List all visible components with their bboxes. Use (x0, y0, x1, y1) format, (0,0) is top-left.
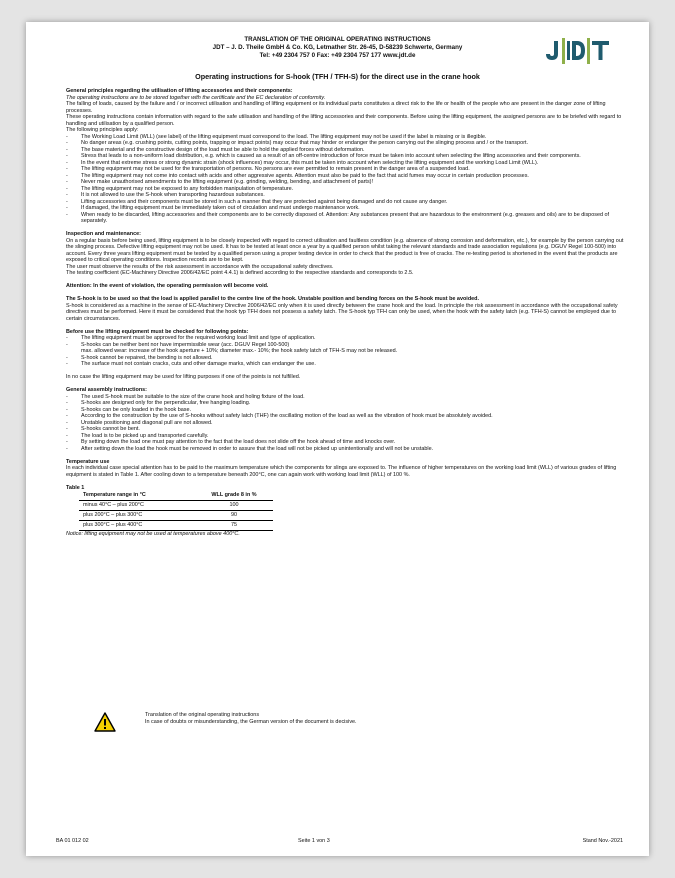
table-row (79, 500, 273, 510)
table-cell: plus 300°C – plus 400°C (79, 520, 195, 530)
list-item: - Stress that leads to a non-uniform load distribution, e.g. which is caused as a result of an off-centre introduction of force must be taken into account when selecting the lifting accessories and their components. (66, 153, 627, 160)
list-item: - The lifting equipment must be approved for the required working load limit and type of application. (66, 335, 627, 342)
list-item: - Never make unauthorised amendments to the lifting equipment (e.g. grinding, welding, bending, and attachment of parts)! (66, 179, 627, 186)
inspection-heading: Inspection and maintenance: (66, 231, 141, 237)
table-row (79, 520, 273, 530)
list-item: - S-hooks cannot be bent. (66, 426, 627, 433)
list-item: - S-hooks can be only loaded in the hook base. (66, 407, 627, 414)
translation-note-line: In case of doubts or misunderstanding, the German version of the document is decisive. (145, 718, 357, 725)
list-item: - The surface must not contain cracks, cuts and other damage marks, which can endanger the use. (66, 361, 627, 368)
header-line-2: JDT – J. D. Theile GmbH & Co. KG, Letmather Str. 26-45, D-58239 Schwerte, Germany (212, 44, 463, 51)
translation-note-line: Translation of the original operating instructions (145, 712, 260, 718)
header-line-1: TRANSLATION OF THE ORIGINAL OPERATING INSTRUCTIONS (244, 36, 431, 43)
list-item: - The lifting equipment may not come into contact with acids and other aggressive agents. Attention must also be paid to the fact that acid fumes may occur in certain production processes. (66, 173, 627, 180)
list-item: - After setting down the load the hook must be removed in order to assure that the load will not be picked up unintentionally and will not be unstable. (66, 446, 627, 453)
footer-page-number: Seite 1 von 3 (298, 838, 330, 844)
list-item: - The used S-hook must be suitable to the size of the crane hook and holing fixture of the load. (66, 394, 627, 401)
list-item: - It is not allowed to use the S-hook when transporting hazardous substances. (66, 192, 627, 199)
list-item: - Lifting accessories and their components must be stored in such a manner that they are protected against being damaged and do not cause any danger. (66, 199, 627, 206)
list-item: - In the event that extreme stress or strong dynamic strain (shock influences) may occur, this must be taken into account when selecting the lifting equipment and the working Load Limit (WLL). (66, 160, 627, 167)
table-cell: 90 (195, 510, 273, 520)
footer-status: Stand Nov.-2021 (582, 838, 623, 844)
table-notice: Notice: lifting equipment may not be used at temperatures above 400°C. (66, 530, 240, 537)
shook-paragraph: S-hook is considered as a machine in the sense of EC-Machinery Directive 2006/42/EC only when it is used directly between the crane hook and the load. In principle the risk assessment in accordance with the occupational safety directives must be performed. Here it must be considered that the hook typ TFH does not possess a safety latch. The S-hook typ TFH can only be used, when the hook with the safety latch (e.g. TFH-S) cannot be employed due to certain circumstances. (66, 302, 618, 322)
list-item-continuation: max. allowed wear: increase of the hook aperture + 10%; diameter max.- 10%; the hook safety latch of TFH-S may not be released. (81, 348, 398, 354)
table-cell: plus 200°C – plus 300°C (79, 510, 195, 520)
list-item: - No danger areas (e.g. crushing points, cutting points, trapping or impact points) may occur that may hinder or endanger the person carrying out the slinging process and / or the transport. (66, 140, 627, 147)
translation-note (145, 712, 357, 725)
footer-doc-number: BA 01 012 02 (56, 838, 89, 844)
table-cell: 100 (195, 500, 273, 510)
list-item: - The lifting equipment may not be used for the transportation of persons. No persons are ever permitted to remain present in the danger area of a suspended load. (66, 166, 627, 173)
list-item: - The load is to be picked up and transported carefully. (66, 433, 627, 440)
warning-icon (94, 712, 116, 732)
table-header-row (79, 491, 273, 500)
before-use-heading: Before use the lifting equipment must be checked for following points: (66, 328, 249, 335)
list-item: - Unstable positioning and diagonal pull are not allowed. (66, 420, 627, 427)
before-use-note: In no case the lifting equipment may be used for lifting purposes if one of the points is not fulfilled. (66, 374, 301, 380)
document-title: Operating instructions for S-hook (TFH / TFH-S) for the direct use in the crane hook (195, 72, 480, 81)
inspection-paragraph: The user must observe the results of the risk assessment in accordance with the occupational safety directives. (66, 263, 334, 270)
column-header: Temperature range in °C (79, 491, 195, 500)
list-item: - If damaged, the lifting equipment must be immediately taken out of circulation and must undergo maintenance work. (66, 205, 627, 212)
assembly-heading: General assembly instructions: (66, 387, 147, 393)
list-item: - The Working Load Limit (WLL) (see label) of the lifting equipment must correspond to the load. The lifting equipment may not be used if the label is missing or is illegible. (66, 134, 627, 141)
general-paragraph: The falling of loads, caused by the failure and / or incorrect utilisation and handling of lifting equipment or its individual parts constitutes a direct risk to the life or health of the people who are present in the danger zone of lifting processes. (66, 101, 606, 114)
shook-heading: The S-hook is to be used so that the load is applied parallel to the centre line of the hook. Unstable position and bending forces on the S-hook must be avoided. (66, 296, 479, 302)
table-label: Table 1 (66, 484, 85, 491)
general-paragraph: These operating instructions contain information with regard to the safe utilisation and handling of the lifting accessories and their components. Before using the lifting equipment, the assigned persons are to be briefed with regard to handling and utilisation by a qualified person. (66, 114, 622, 127)
list-item: - S-hooks can be neither bent nor have impermissible wear (acc. DGUV Regel 100-500) (66, 342, 627, 349)
jdt-logo (543, 38, 611, 64)
general-paragraph: The following principles apply: (66, 127, 139, 133)
list-item: - S-hooks are designed only for the perpendicular, free hanging loading. (66, 400, 627, 407)
document-page (26, 22, 649, 856)
list-item: - When ready to be discarded, lifting accessories and their components are to be correctly disposed of. Attention: Any substances present that are hazardous to the environment (e.g. greases and oils) are to be disposed of separately. (66, 212, 627, 225)
header-line-3: Tel: +49 2304 757 0 Fax: +49 2304 757 177 www.jdt.de (259, 52, 416, 59)
inspection-paragraph: On a regular basis before being used, lifting equipment is to be closely inspected with regard to correct utilisation and faultless condition (e.g. absence of strong corrosion and deformation, etc.), for example by the person carrying out the slinging process. Defective lifting equipment may not be used. It has to be tested at least once a year by a qualified person whilst taking the relevant standards and trade association regulations (e.g. DGUV Regel 100-500) into account. Every three years lifting equipment must be tested by a qualified person using a proper testing device in order to check that the product is free of cracks. The re-testing period is shortened in the event that the products are exposed to critical operating conditions. Inspection records are to be kept. (66, 237, 624, 263)
document-body (66, 88, 627, 537)
temperature-table (79, 491, 273, 531)
list-item: - The lifting equipment may not be exposed to any forbidden manipulation of temperature. (66, 186, 627, 193)
list-item: - The base material and the constructive design of the load must be able to hold the applied forces without deformation. (66, 147, 627, 154)
temperature-heading: Temperature use (66, 458, 110, 465)
table-cell: 75 (195, 520, 273, 530)
inspection-paragraph: The testing coefficient (EC-Machinery Directive 2006/42/EC point 4.4.1) is defined according to the respective standards and corresponds to 2.5. (66, 270, 414, 276)
column-header: WLL grade 8 in % (195, 491, 273, 500)
temperature-paragraph: In each individual case special attention has to be paid to the maximum temperature which the components for slings are exposed to. The influence of higher temperatures on the working load limit (WLL) of various grades of lifting equipment is stated in Table 1. After cooling down to a temperature beneath 200°C, one can again work with working load limit (WLL) of 100 %. (66, 465, 617, 478)
table-row (79, 510, 273, 520)
attention-note: Attention: In the event of violation, the operating permission will become void. (66, 283, 269, 289)
general-note: The operating instructions are to be stored together with the certificate and the EC declaration of conformity. (66, 94, 326, 101)
list-item: - According to the construction by the use of S-hooks without safety latch (THF) the oscillating motion of the load as well as the vibration of hook must be absolutely avoided. (66, 413, 627, 420)
table-cell: minus 40°C – plus 200°C (79, 500, 195, 510)
list-item: - By setting down the load one must pay attention to the fact that the load does not slide off the hook ahead of time and knocks over. (66, 439, 627, 446)
list-item: - S-hook cannot be repaired, the bending is not allowed. (66, 355, 627, 362)
general-heading: General principles regarding the utilisation of lifting accessories and their components: (66, 88, 293, 94)
